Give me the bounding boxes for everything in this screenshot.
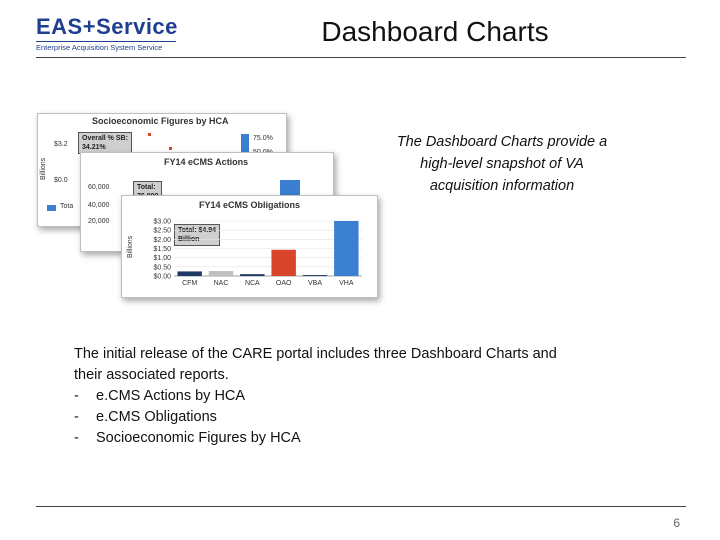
page-number: 6 — [673, 516, 680, 530]
obligations-chart-title: FY14 eCMS Obligations — [199, 200, 301, 210]
intro-line-1: The initial release of the CARE portal includes three Dashboard Charts and — [74, 346, 557, 362]
y-tick-label: $1.50 — [153, 246, 171, 253]
socio-chart-title: Socioeconomic Figures by HCA — [92, 116, 229, 126]
obligations-bar-chart — [122, 196, 377, 297]
caption-line-3: acquisition information — [429, 178, 575, 194]
obligations-total-label: Total: $4.94 — [178, 227, 216, 234]
x-tick-label: CFM — [182, 280, 198, 287]
obligations-chart-card — [121, 195, 378, 298]
socio-summary-label: Overall % SB: — [82, 135, 128, 142]
socio-legend-swatch — [47, 205, 56, 211]
chart-caption — [370, 131, 634, 197]
obligations-total-unit: Billion — [178, 236, 200, 243]
y-tick-label: $0.50 — [153, 264, 171, 272]
bullet-text: Socioeconomic Figures by HCA — [96, 430, 301, 446]
socio-point-2 — [169, 147, 172, 150]
eas-service-logo — [36, 14, 176, 53]
y-tick-label: $0.00 — [153, 273, 171, 281]
list-item — [74, 386, 654, 407]
socio-tick-bottom: $0.0 — [54, 177, 68, 184]
footer-divider — [36, 506, 686, 507]
socio-legend-label: Tota — [60, 203, 74, 210]
bullet-text: e.CMS Actions by HCA — [96, 388, 246, 404]
bullet-text: e.CMS Obligations — [96, 409, 217, 425]
logo-subtitle: Enterprise Acquisition System Service — [36, 41, 176, 53]
x-tick-label: VHA — [339, 280, 354, 287]
body-text — [74, 344, 654, 449]
list-item — [74, 428, 654, 449]
actions-chart-title: FY14 eCMS Actions — [164, 157, 249, 167]
x-tick-label: NCA — [244, 280, 260, 287]
y-tick-label: $1.00 — [153, 255, 171, 263]
socio-point-1 — [148, 133, 151, 136]
list-item — [74, 407, 654, 428]
header-divider — [36, 57, 686, 58]
logo-service: Service — [96, 14, 178, 39]
bar — [240, 274, 264, 276]
bar — [303, 275, 327, 276]
logo-wordmark — [36, 14, 176, 40]
bar — [334, 221, 358, 276]
bar — [271, 250, 295, 276]
bullet-dash: - — [74, 430, 79, 446]
x-tick-label: NAC — [213, 280, 229, 287]
actions-tick-40000: 40,000 — [88, 202, 110, 209]
y-tick-label: $3.00 — [153, 218, 171, 226]
caption-line-2: high-level snapshot of VA — [420, 156, 584, 172]
bullet-dash: - — [74, 409, 79, 425]
y-tick-label: $2.00 — [153, 236, 171, 244]
bar — [177, 271, 201, 276]
y-tick-label: $2.50 — [153, 227, 171, 235]
logo-eas: EAS — [36, 14, 83, 39]
socio-right-tick-top: 75.0% — [253, 135, 273, 142]
bar — [209, 271, 233, 276]
actions-total-label: Total: — [137, 184, 156, 191]
bullet-dash: - — [74, 388, 79, 404]
socio-summary-box — [78, 132, 132, 154]
x-tick-label: VBA — [307, 280, 323, 287]
page-title: Dashboard Charts — [321, 16, 549, 47]
obligations-ylabel: Billions — [127, 235, 134, 258]
x-tick-label: OAO — [275, 280, 292, 287]
actions-tick-20000: 20,000 — [88, 218, 110, 225]
intro-line-2: their associated reports. — [74, 367, 229, 383]
caption-line-1: The Dashboard Charts provide a — [396, 134, 608, 150]
socio-summary-value: 34.21% — [82, 144, 106, 151]
socio-ylabel: Billions — [40, 157, 47, 180]
actions-tick-60000: 60,000 — [88, 184, 110, 191]
logo-plus: + — [82, 14, 97, 39]
socio-tick-top: $3.2 — [54, 141, 68, 148]
